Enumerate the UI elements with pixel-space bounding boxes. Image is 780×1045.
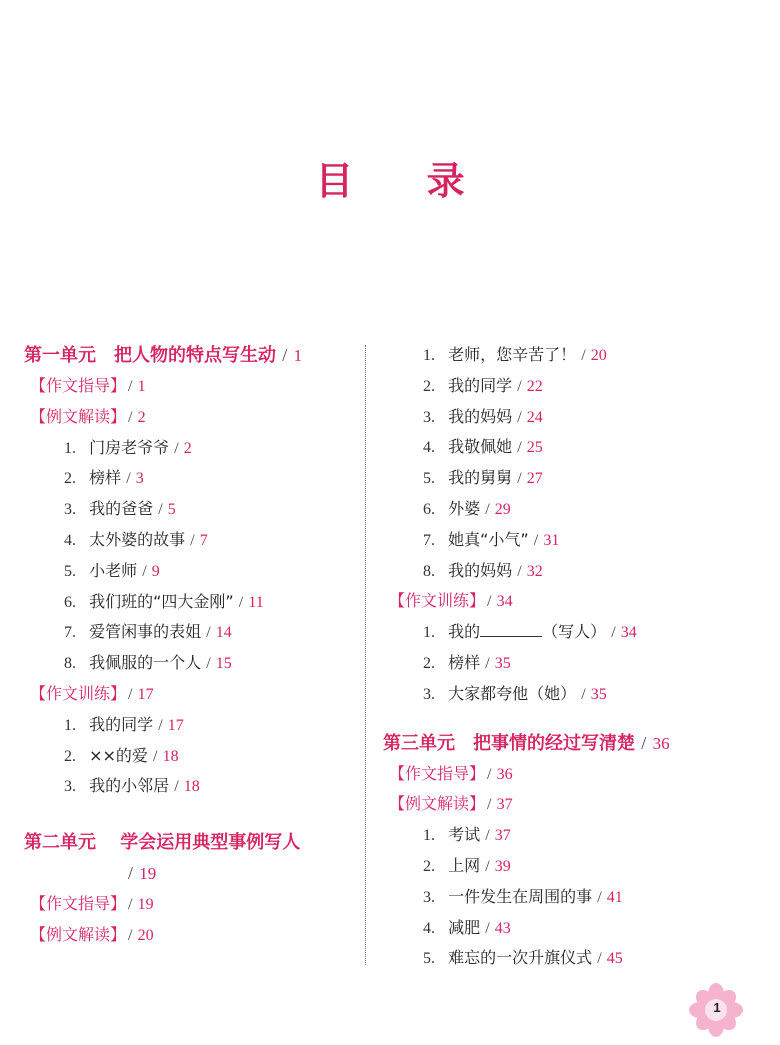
- toc-unit-3[interactable]: 第三单元 把事情的经过写清楚 / 36: [383, 732, 670, 754]
- toc-right-column: [383, 340, 763, 974]
- column-divider: [365, 345, 366, 965]
- u3-item-list: [383, 820, 763, 974]
- toc-unit-2-page: / 19: [128, 863, 157, 884]
- toc-section-reading[interactable]: 【例文解读】 / 20: [30, 924, 154, 944]
- toc-item[interactable]: 3. 一件发生在周围的事 / 41: [423, 886, 623, 906]
- toc-item[interactable]: 2. ××的爱 / 18: [64, 745, 179, 765]
- toc-item[interactable]: 1. 门房老爷爷 / 2: [64, 437, 192, 457]
- page-ref: 1: [293, 346, 303, 365]
- toc-item[interactable]: 2. 榜样 / 3: [64, 468, 144, 488]
- toc-item[interactable]: 3. 我的爸爸 / 5: [64, 499, 176, 519]
- page-ref: 19: [139, 864, 157, 884]
- toc-item[interactable]: 6. 我们班的“四大金刚” / 11: [64, 591, 264, 611]
- fill-in-blank: [480, 622, 542, 637]
- toc-item[interactable]: 7. 她真“小气” / 31: [423, 529, 560, 549]
- toc-section-guide[interactable]: 【作文指导】 / 1: [30, 376, 146, 395]
- toc-item[interactable]: 3. 我的妈妈 / 24: [423, 406, 543, 426]
- toc-left-column: [24, 340, 354, 951]
- toc-item[interactable]: 5. 我的舅舅 / 27: [423, 468, 543, 488]
- toc-item[interactable]: 5. 难忘的一次升旗仪式 / 45: [423, 948, 623, 968]
- toc-section-guide[interactable]: 【作文指导】 / 36: [389, 763, 513, 783]
- toc-item[interactable]: 1. 考试 / 37: [423, 825, 511, 845]
- u2-training-list: [383, 617, 763, 709]
- toc-item[interactable]: 2. 榜样 / 35: [423, 652, 511, 672]
- toc-item[interactable]: 3. 我的小邻居 / 18: [64, 776, 200, 796]
- toc-item[interactable]: 1. 我的 （写人） / 34: [423, 622, 637, 642]
- toc-item[interactable]: 4. 太外婆的故事 / 7: [64, 529, 208, 549]
- toc-item[interactable]: 2. 上网 / 39: [423, 855, 511, 875]
- toc-item[interactable]: 2. 我的同学 / 22: [423, 375, 543, 395]
- toc-item[interactable]: 5. 小老师 / 9: [64, 560, 160, 580]
- toc-item[interactable]: 8. 我佩服的一个人 / 15: [64, 653, 232, 673]
- toc-section-guide[interactable]: 【作文指导】 / 19: [30, 894, 154, 914]
- toc-item[interactable]: 8. 我的妈妈 / 32: [423, 560, 543, 580]
- u2-item-list: [383, 340, 763, 586]
- toc-item[interactable]: 4. 我敬佩她 / 25: [423, 437, 543, 457]
- unit-title: 第一单元 把人物的特点写生动: [24, 345, 276, 366]
- toc-unit-2[interactable]: [24, 828, 354, 858]
- unit-title: 第三单元 把事情的经过写清楚: [383, 732, 635, 754]
- toc-item[interactable]: 4. 减肥 / 43: [423, 917, 511, 937]
- toc-section-reading[interactable]: 【例文解读】 / 2: [30, 406, 146, 426]
- toc-unit-1[interactable]: 第一单元 把人物的特点写生动 / 1: [24, 345, 303, 366]
- toc-item[interactable]: 1. 我的同学 / 17: [64, 714, 184, 734]
- toc-item[interactable]: 1. 老师，您辛苦了！ / 20: [423, 345, 607, 364]
- toc-item[interactable]: 7. 爱管闲事的表姐 / 14: [64, 622, 232, 642]
- toc-section-reading[interactable]: 【例文解读】 / 37: [389, 794, 513, 814]
- page-number: 1: [713, 1000, 721, 1015]
- unit-title: 第二单元 学会运用典型事例写人: [24, 832, 301, 854]
- toc-item[interactable]: 3. 大家都夸他（她） / 35: [423, 683, 607, 703]
- toc-item[interactable]: 6. 外婆 / 29: [423, 498, 511, 518]
- toc-section-training[interactable]: 【作文训练】 / 34: [389, 591, 513, 611]
- toc-section-training[interactable]: 【作文训练】 / 17: [30, 683, 154, 703]
- page-ref: 36: [652, 733, 670, 753]
- page-title: 目 录: [315, 159, 495, 203]
- u1-training-list: [24, 710, 354, 802]
- u1-item-list: [24, 433, 354, 679]
